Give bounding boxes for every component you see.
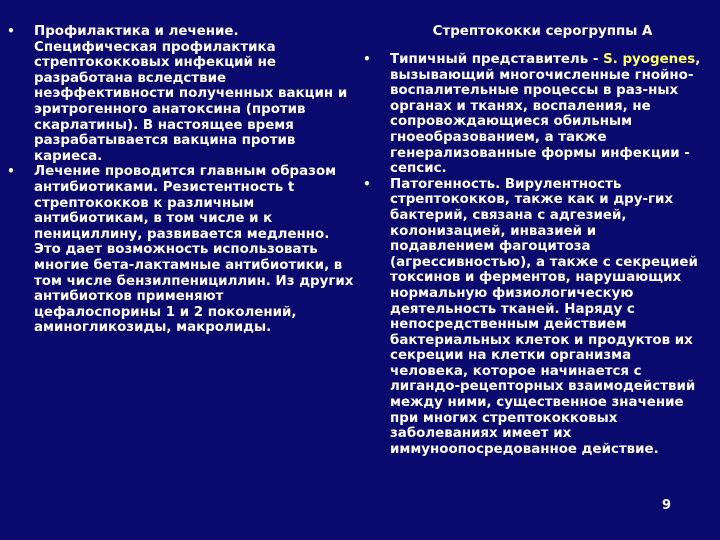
species-name: S. pyogenes bbox=[603, 52, 696, 67]
representative-prefix: Типичный представитель - bbox=[390, 52, 604, 67]
page-number: 9 bbox=[662, 498, 672, 513]
bullet-icon: • bbox=[7, 24, 15, 38]
pathogenicity-text: Патогенность. Вирулентность стрептококков, также как и дру-гих бактерий, связана с адгезией, колонизацией, инвазией и подавлением фагоцитоза (агрессивностью), а также с секрецией токсинов и ферментов, нарушающих нормальную физиологическую деятельность тканей. Наряду с непосредственным действием бактериальных клеток и продуктов их секреции на клетки организма человека, которое начинается с лигандо-рецепторных взаимодействий между ними, существенное значение при многих стрептококковых заболеваниях имеет их иммуноопосредованное действие. bbox=[390, 176, 698, 457]
bullet-icon: • bbox=[363, 176, 371, 191]
right-bullet-item-pathogenicity bbox=[360, 177, 705, 458]
right-column bbox=[360, 24, 705, 457]
treatment-text: Лечение проводится главным образом антибиотиками. Резистентность t стрептококков к различным антибиотикам, в том числе и к пенициллину, развивается медленно. Это дает возможность использовать многие бета-лактамные антибиотики, в том числе бензилпенициллин. Из других антибиотков применяют цефалоспорины 1 и 2 поколений, аминогликозиды, макролиды. bbox=[34, 164, 354, 336]
prevention-text: Профилактика и лечение. Специфическая профилактика стрептококковых инфекций не разработана вследствие неэффективности полученных вакцин и эритрогенного анатоксина (против скарлатины). В настоящее время разрабатывается вакцина против кариеса. bbox=[34, 24, 348, 164]
left-bullet-item-prevention bbox=[4, 24, 354, 164]
right-bullet-item-representative bbox=[360, 52, 705, 177]
representative-suffix: , вызывающий многочисленные гнойно-воспалительные процессы в раз-ных органах и тканях, воспаления, не сопровождающиеся обильным гноеобразованием, а также генерализованные формы инфекции - сепсис. bbox=[390, 52, 701, 177]
bullet-icon: • bbox=[7, 164, 15, 179]
left-column bbox=[4, 24, 354, 336]
bullet-icon: • bbox=[363, 52, 371, 66]
left-bullet-item-treatment bbox=[4, 164, 354, 336]
right-column-title: Стрептококки серогруппы А bbox=[432, 24, 653, 39]
